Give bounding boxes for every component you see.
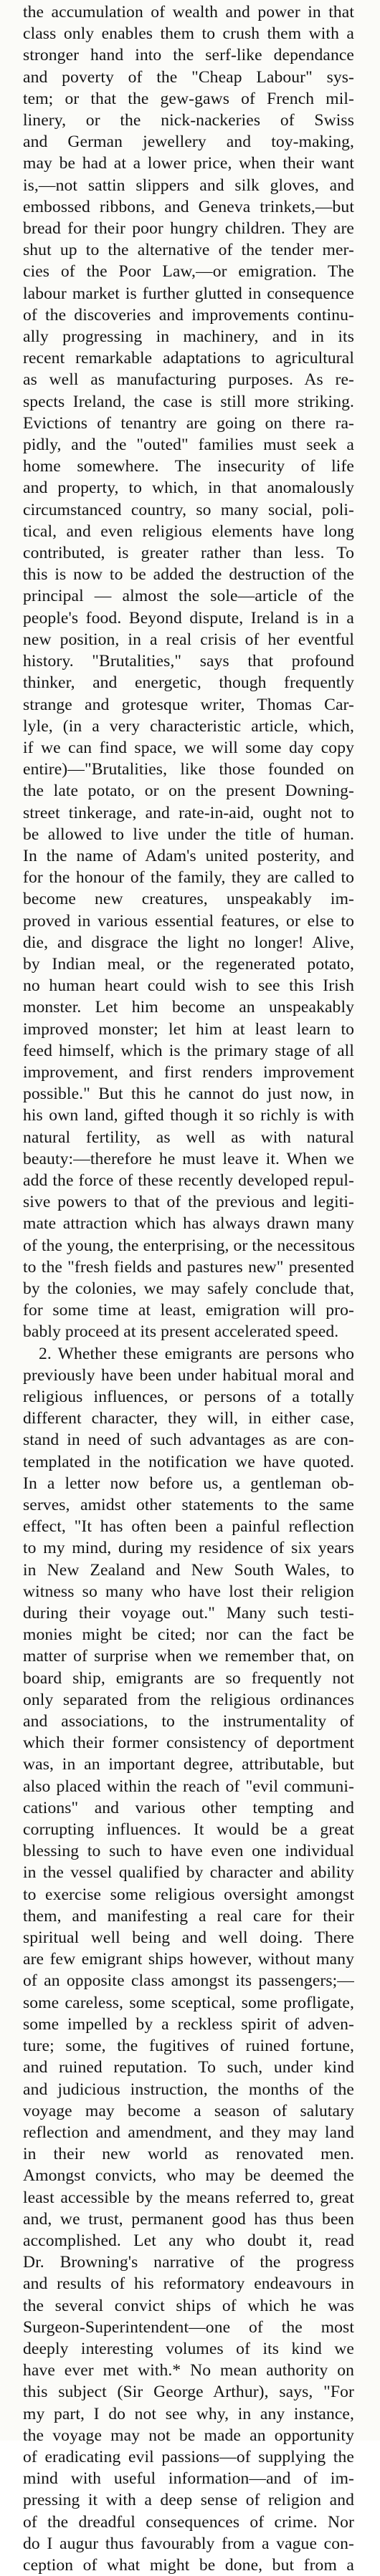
paragraph-emigrants-religion — [23, 1343, 354, 2576]
text-line: to my mind, during my residence of six years — [23, 1539, 354, 1558]
text-line: ally progressing in machinery, and in its — [23, 327, 354, 347]
text-line: and associations, to the instrumentality of — [23, 1712, 354, 1731]
text-line: stronger hand into the serf-like dependance — [23, 46, 354, 65]
text-line: bably proceed at its present accelerated speed. — [23, 1322, 339, 1342]
text-line: are few emigrant ships however, without many — [23, 1950, 354, 1969]
text-line: least accessible by the means referred to, great — [23, 2188, 354, 2207]
text-line: of eradicating evil passions—of supplying the — [23, 2447, 354, 2466]
text-line: previously have been under habitual moral and — [23, 1365, 354, 1385]
text-line: corrupting influences. It would be a great — [23, 1820, 354, 1840]
text-line: by the colonies, we may safely conclude that, — [23, 1279, 354, 1298]
text-line: In the name of Adam's united posterity, and — [23, 846, 354, 865]
text-line: the accumulation of wealth and power in that — [23, 3, 354, 21]
text-line: feed himself, which is the primary stage of all — [23, 1041, 354, 1060]
text-line: die, and disgrace the light no longer! Alive, — [23, 933, 354, 952]
text-line: ture; some, the fugitives of ruined fortune, — [23, 2037, 354, 2056]
text-line: strange and grotesque writer, Thomas Car- — [23, 695, 354, 714]
text-line: beauty:—therefore he must leave it. When we — [23, 1149, 354, 1168]
text-line: proved in various essential features, or else to — [23, 911, 354, 931]
text-line: shut up to the alternative of the tender mer- — [23, 241, 354, 260]
text-line: 2. Whether these emigrants are persons who — [39, 1344, 354, 1363]
text-line: spiritual well being and well doing. There — [23, 1928, 354, 1948]
text-line: Amongst convicts, who may be deemed the — [23, 2166, 354, 2186]
text-line: and ruined reputation. To such, under kind — [23, 2058, 354, 2077]
text-line: circumstanced country, so many social, poli- — [23, 500, 354, 519]
text-line: thinker, and energetic, though frequently — [23, 673, 354, 693]
text-line: during their voyage out." Many such testi- — [23, 1604, 354, 1623]
text-line: of the young, the enterprising, or the necessitous — [23, 1236, 356, 1255]
text-line: and, we trust, permanent good has thus been — [23, 2209, 354, 2229]
text-line: and results of his reformatory endeavours in — [23, 2274, 354, 2294]
text-line: monies might be cited; nor can the fact be — [23, 1625, 354, 1645]
text-line: of an opposite class amongst its passengers;— — [23, 1971, 354, 1991]
text-line: for some time at least, emigration will pro- — [23, 1301, 354, 1320]
text-line: become new creatures, unspeakably im- — [23, 890, 354, 909]
text-line: them, and manifesting a real care for their — [23, 1906, 354, 1926]
text-line: to exercise some religious oversight amongst — [23, 1885, 354, 1904]
text-line: cations" and various other tempting and — [23, 1798, 354, 1817]
text-line: Dr. Browning's narrative of the progress — [23, 2253, 354, 2272]
text-line: possible." But this he cannot do just now, in — [23, 1085, 354, 1104]
text-line: my part, I do not see why, in any instance, — [23, 2404, 354, 2423]
text-line: by Indian meal, or the regenerated potato, — [23, 954, 354, 974]
text-line: if we can find space, we will some day copy — [23, 738, 354, 757]
text-line: bread for their poor hungry children. They are — [23, 219, 354, 239]
text-line: pidly, and the "outed" families must seek a — [23, 436, 354, 455]
text-line: is,—not sattin slippers and silk gloves, and — [23, 176, 354, 195]
text-line: matter of surprise when we remember that, on — [23, 1647, 354, 1666]
text-line: entire)—"Brutalities, like those founded on — [23, 760, 354, 779]
text-line: recent remarkable adaptations to agricultural — [23, 349, 354, 368]
text-line: tical, and even religious elements have long — [23, 522, 354, 541]
text-line: the voyage may not be made an opportunity — [23, 2426, 354, 2445]
text-line: templated in the notification we have quoted. — [23, 1452, 354, 1471]
text-line: monster. Let him become an unspeakably — [23, 998, 354, 1017]
text-line: as well as manufacturing purposes. As re- — [23, 370, 354, 390]
text-line: home somewhere. The insecurity of life — [23, 457, 354, 476]
text-line: mind with useful information—and of im- — [23, 2469, 354, 2489]
text-line: in the vessel qualified by character and ability — [23, 1863, 354, 1883]
text-line: no human heart could wish to see this Irish — [23, 976, 354, 996]
text-line: linery, or the nick-nackeries of Swiss — [23, 111, 354, 130]
text-line: deeply interesting volumes of its kind we — [23, 2339, 354, 2358]
text-line: the late potato, or on the present Downing- — [23, 782, 354, 801]
text-line: mate attraction which has always drawn many — [23, 1214, 354, 1234]
text-line: natural fertility, as well as with natural — [23, 1128, 354, 1147]
text-line: the several convict ships of which he was — [23, 2296, 354, 2315]
text-line: Surgeon-Superintendent—one of the most — [23, 2317, 354, 2337]
text-line: improvement, and first renders improvement — [23, 1062, 354, 1082]
text-line: be allowed to live under the title of human. — [23, 825, 354, 844]
text-line: cies of the Poor Law,—or emigration. The — [23, 262, 354, 282]
text-line: and property, to which, in that anomalously — [23, 479, 354, 498]
text-line: labour market is further glutted in consequence — [23, 284, 354, 303]
text-line: improved monster; let him at least learn to — [23, 1019, 354, 1039]
text-line: principal — almost the sole—article of the — [23, 587, 354, 606]
text-line: and German jewellery and toy-making, — [23, 133, 354, 152]
text-line: reflection and amendment, and they may land — [23, 2123, 354, 2142]
text-line: also placed within the reach of "evil communi- — [23, 1777, 354, 1796]
text-line: add the force of these recently developed repul- — [23, 1171, 354, 1190]
text-line: history. "Brutalities," says that profound — [23, 652, 354, 671]
text-line: and judicious instruction, the months of the — [23, 2080, 354, 2099]
text-line: some impelled by a reckless spirit of adven- — [23, 2014, 354, 2034]
text-line: embossed ribbons, and Geneva trinkets,—but — [23, 197, 354, 216]
text-line: class only enables them to crush them with a — [23, 24, 354, 44]
text-line: in their new world as renovated men. — [23, 2145, 354, 2164]
text-line: effect, "It has often been a painful reflection — [23, 1517, 354, 1537]
text-line: of the dreadful consequences of crime. Nor — [23, 2512, 354, 2532]
text-line: serves, amidst other statements to the same — [23, 1496, 354, 1515]
text-line: of the discoveries and improvements continu- — [23, 305, 354, 325]
text-line: street tinkerage, and rate-in-aid, ought not to — [23, 803, 354, 822]
text-line: Evictions of tenantry are going on there ra- — [23, 413, 354, 433]
text-line: only separated from the religious ordinances — [23, 1690, 354, 1709]
article-column — [23, 1, 354, 2576]
text-line: board ship, emigrants are so frequently not — [23, 1668, 354, 1688]
text-line: new position, in a real crisis of her eventful — [23, 630, 354, 649]
text-line: different character, they will, in either case, — [23, 1409, 354, 1428]
text-line: this subject (Sir George Arthur), says, "For — [23, 2383, 354, 2402]
text-line: have ever met with.* No mean authority on — [23, 2361, 354, 2380]
text-line: voyage may become a season of salutary — [23, 2101, 354, 2120]
text-line: spects Ireland, the case is still more striking. — [23, 392, 354, 411]
text-line: some careless, some sceptical, some profligate, — [23, 1993, 354, 2012]
paragraph-labour-and-ireland — [23, 1, 354, 1343]
text-line: contributed, is greater rather than less. To — [23, 544, 354, 563]
text-line: ception of what might be done, but from a — [23, 2555, 354, 2575]
text-line: his own land, gifted though it so richly is with — [23, 1106, 354, 1125]
text-line: people's food. Beyond dispute, Ireland is in a — [23, 608, 354, 628]
text-line: stand in need of such advantages as are con- — [23, 1431, 354, 1450]
text-line: and poverty of the "Cheap Labour" sys- — [23, 67, 354, 87]
text-line: was, in an important degree, attributable, but — [23, 1755, 354, 1774]
text-line: religious influences, or persons of a totally — [23, 1388, 354, 1406]
text-line: pressing it with a deep sense of religion and — [23, 2491, 354, 2510]
text-line: for the honour of the family, they are called to — [23, 868, 354, 888]
text-line: which their former consistency of deportment — [23, 1734, 354, 1753]
text-line: sive powers to that of the previous and legiti- — [23, 1193, 354, 1212]
text-line: in New Zealand and New South Wales, to — [23, 1560, 354, 1580]
text-line: lyle, (in a very characteristic article, which, — [23, 716, 354, 736]
text-line: blessing to such to have even one individual — [23, 1842, 354, 1861]
text-line: witness so many who have lost their religion — [23, 1582, 354, 1601]
text-line: do I augur thus favourably from a vague con- — [23, 2534, 354, 2553]
text-line: this is now to be added the destruction of the — [23, 565, 354, 585]
text-line: tem; or that the gew-gaws of French mil- — [23, 89, 354, 108]
text-line: may be had at a lower price, when their want — [23, 154, 354, 173]
text-line: In a letter now before us, a gentleman ob- — [23, 1474, 354, 1493]
text-line: to the "fresh fields and pastures new" presented — [23, 1257, 354, 1277]
text-line: accomplished. Let any who doubt it, read — [23, 2231, 354, 2250]
